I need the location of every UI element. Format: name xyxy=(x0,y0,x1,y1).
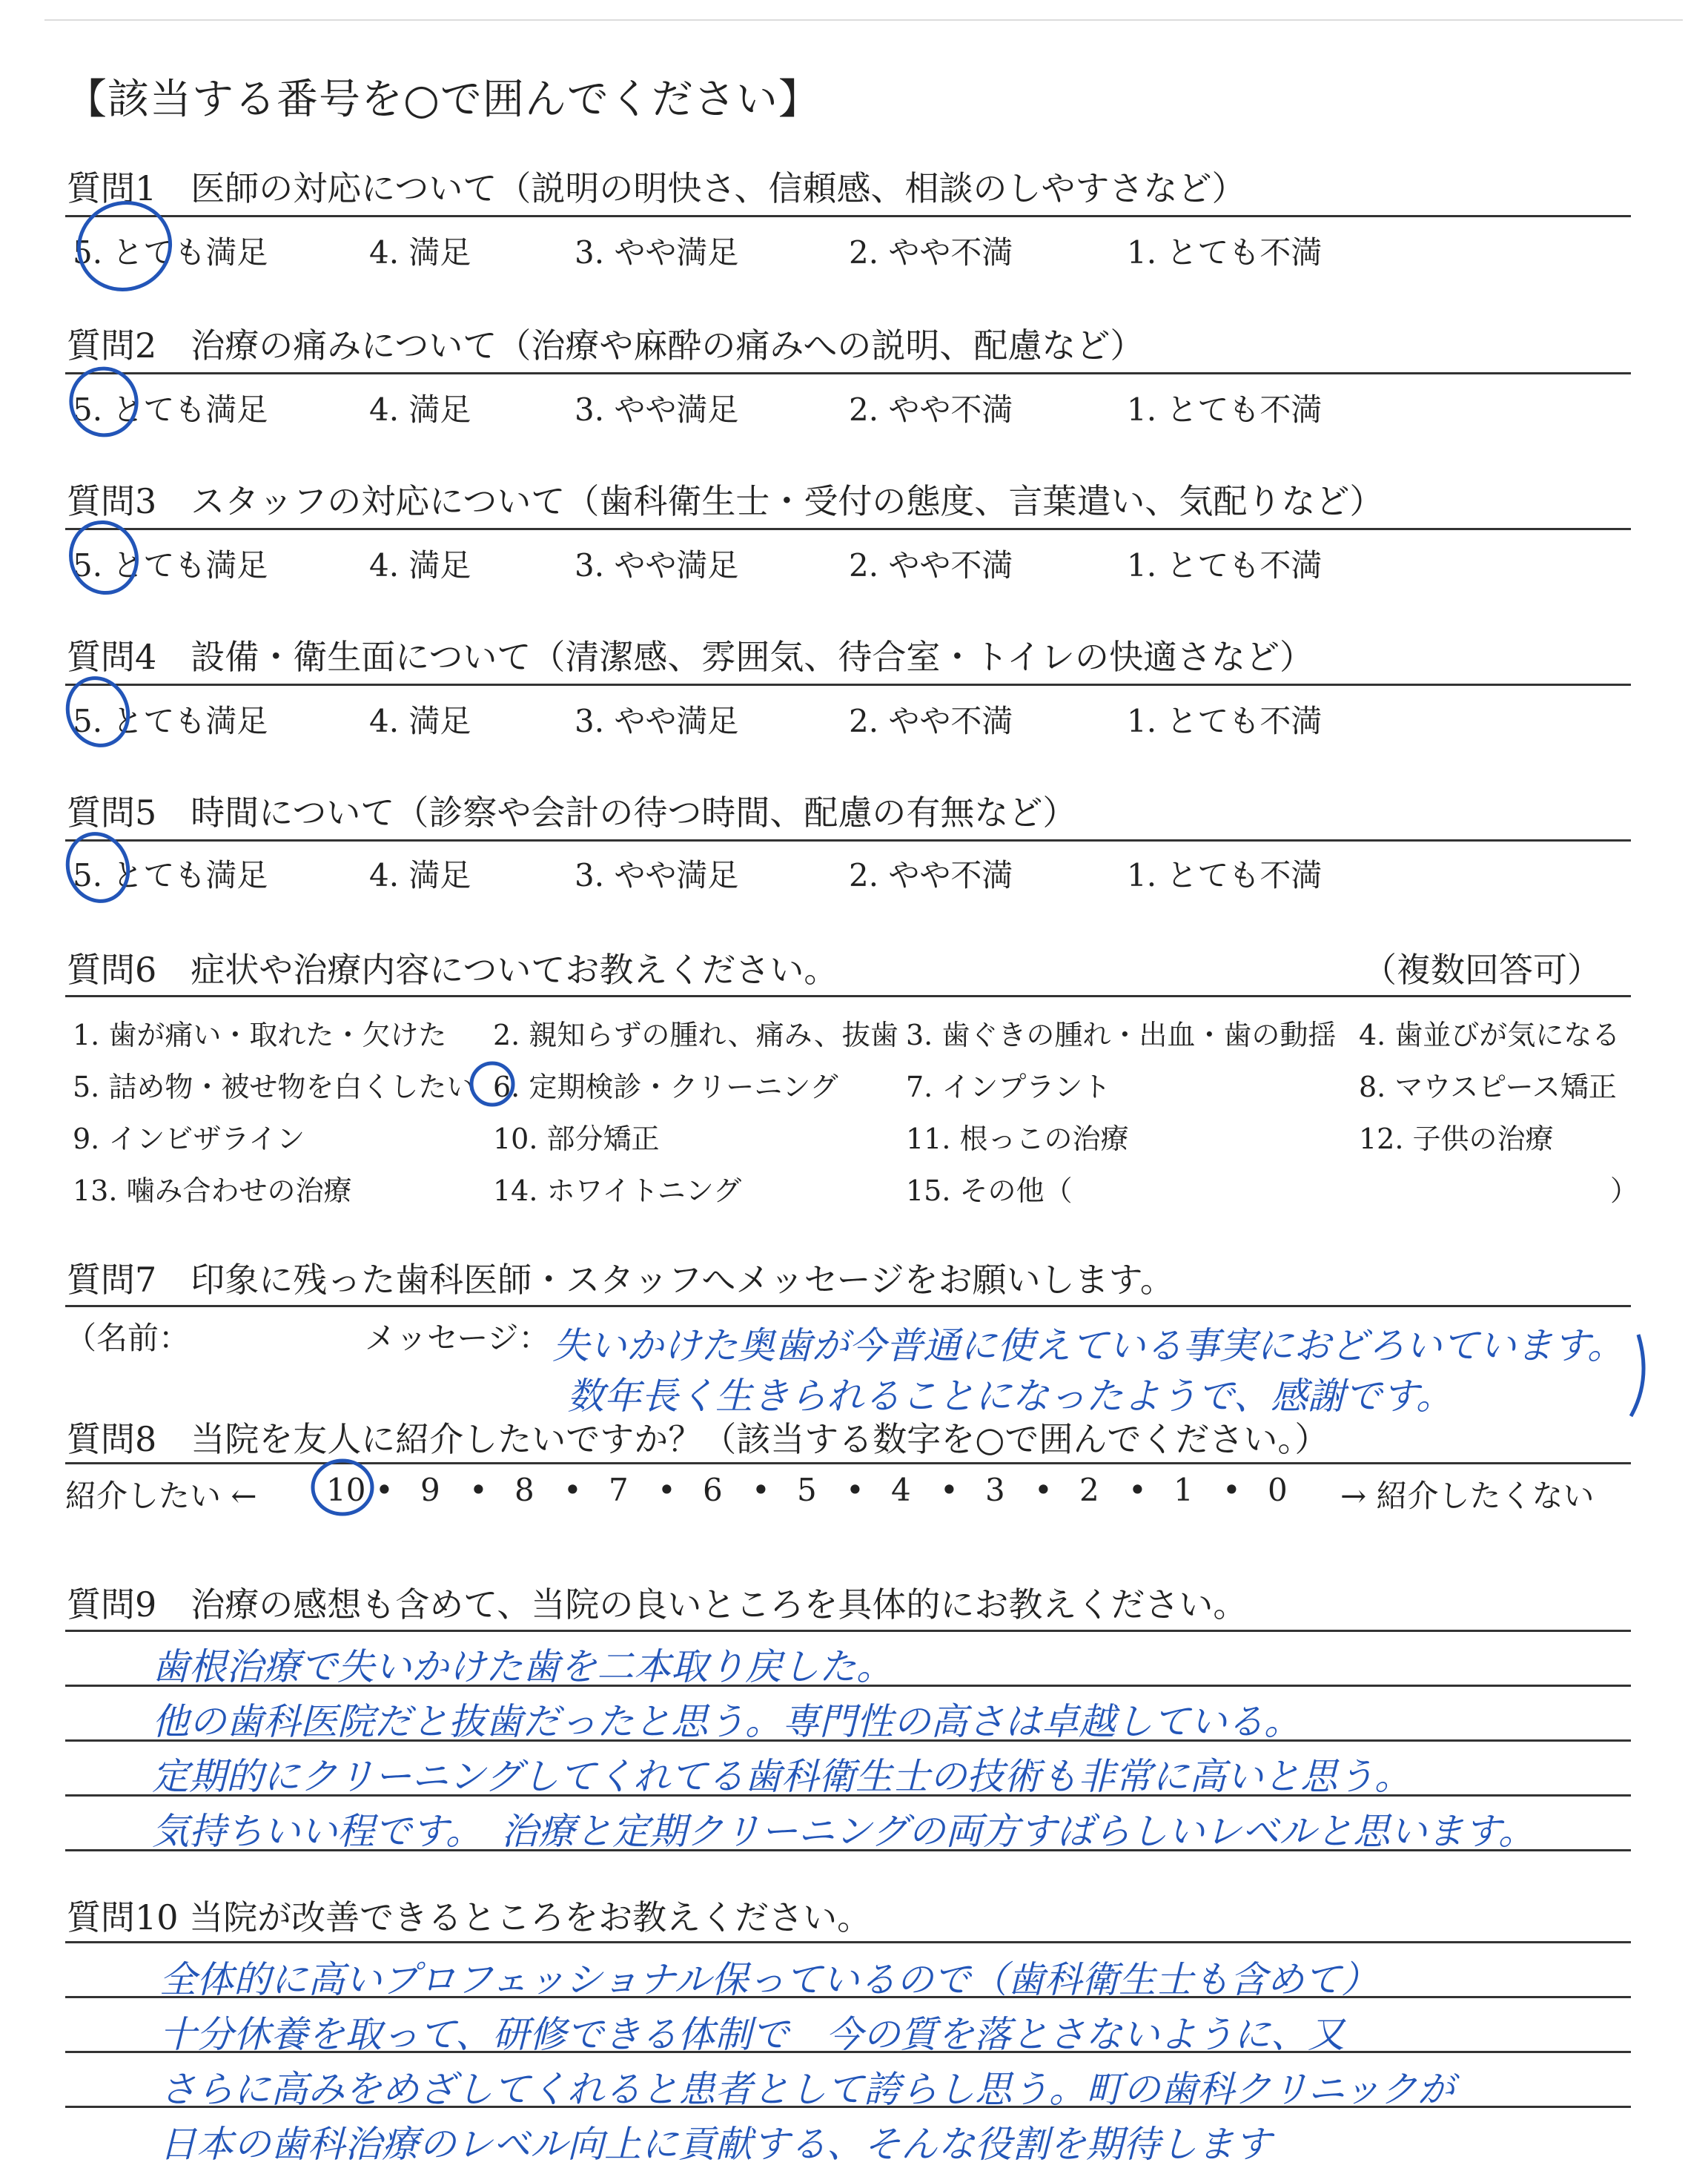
q5-option-1[interactable]: 1. とても不満 xyxy=(1127,857,1323,893)
q8-scale-2[interactable]: 2 xyxy=(1079,1472,1099,1508)
q9-line-2: 他の歯科医院だと抜歯だったと思う。専門性の高さは卓越している。 xyxy=(152,1700,1301,1743)
q6-title: 質問6 症状や治療内容についてお教えください。 xyxy=(67,950,838,990)
q1-selection-circle xyxy=(67,190,182,302)
q8-scale-separator: • xyxy=(846,1472,864,1508)
q6-item-6-circle xyxy=(471,1063,513,1105)
q2-selection-circle xyxy=(62,360,145,445)
q3-option-5[interactable]: 5. とても満足 xyxy=(73,547,268,584)
q4-title: 質問4 設備・衛生面について（清潔感、雰囲気、待合室・トイレの快適さなど） xyxy=(67,637,1314,677)
q8-scale-0[interactable]: 0 xyxy=(1268,1472,1288,1508)
q10-line-4: 日本の歯科治療のレベル向上に貢献する、そんな役割を期待します xyxy=(159,2123,1271,2166)
q8-scale-8[interactable]: 8 xyxy=(514,1472,534,1508)
q10-line-3: さらに高みをめざしてくれると患者として誇らし思う。町の歯科クリニックが xyxy=(159,2068,1454,2111)
q3-title: 質問3 スタッフの対応について（歯科衛生士・受付の態度、言葉遣い、気配りなど） xyxy=(67,481,1384,521)
q8-scale-separator: • xyxy=(563,1472,582,1508)
q4-option-1[interactable]: 1. とても不満 xyxy=(1127,703,1323,739)
q5-option-3[interactable]: 3. やや満足 xyxy=(575,857,739,893)
q10-title: 質問10 当院が改善できるところをお教えください。 xyxy=(67,1897,872,1937)
q2-option-5[interactable]: 5. とても満足 xyxy=(73,391,268,428)
q8-scale-5[interactable]: 5 xyxy=(797,1472,817,1508)
q5-option-4[interactable]: 4. 満足 xyxy=(369,857,471,893)
q2-option-2[interactable]: 2. やや不満 xyxy=(849,391,1013,428)
q4-option-4[interactable]: 4. 満足 xyxy=(369,703,471,739)
q6-item-4[interactable]: 4. 歯並びが気になる xyxy=(1359,1019,1621,1051)
q6-item-13[interactable]: 13. 噛み合わせの治療 xyxy=(73,1174,352,1207)
q8-scale-9[interactable]: 9 xyxy=(420,1472,440,1508)
q3-option-1[interactable]: 1. とても不満 xyxy=(1127,547,1323,584)
q7-message-stroke xyxy=(1631,1335,1644,1416)
q8-scale-separator: • xyxy=(1222,1472,1241,1508)
q4-option-2[interactable]: 2. やや不満 xyxy=(849,703,1013,739)
q4-selection-circle xyxy=(59,670,138,754)
q3-option-4[interactable]: 4. 満足 xyxy=(369,547,471,584)
q6-item-1[interactable]: 1. 歯が痛い・取れた・欠けた xyxy=(73,1019,447,1051)
q6-item-9[interactable]: 9. インビザライン xyxy=(73,1123,305,1155)
q5-option-5[interactable]: 5. とても満足 xyxy=(73,857,268,893)
q7-name-label: （名前： xyxy=(65,1320,191,1356)
q7-message-label: メッセージ： xyxy=(365,1320,550,1356)
q8-scale-separator: • xyxy=(658,1472,676,1508)
q5-title: 質問5 時間について（診察や会計の待つ時間、配慮の有無など） xyxy=(67,793,1077,833)
q8-scale-separator: • xyxy=(752,1472,770,1508)
q6-item-5[interactable]: 5. 詰め物・被せ物を白くしたい xyxy=(73,1071,475,1103)
q9-line-3: 定期的にクリーニングしてくれてる歯科衛生士の技術も非常に高いと思う。 xyxy=(152,1755,1411,1798)
q6-item-8[interactable]: 8. マウスピース矯正 xyxy=(1359,1071,1617,1103)
q5-option-2[interactable]: 2. やや不満 xyxy=(849,857,1013,893)
q10-line-1: 全体的に高いプロフェッショナル保っているので（歯科衛生士も含めて） xyxy=(159,1958,1378,2001)
q8-scale-separator: • xyxy=(469,1472,488,1508)
q6-item-2[interactable]: 2. 親知らずの腫れ、痛み、抜歯 xyxy=(493,1019,898,1051)
q3-option-3[interactable]: 3. やや満足 xyxy=(575,547,739,584)
q2-option-1[interactable]: 1. とても不満 xyxy=(1127,391,1323,428)
q2-title: 質問2 治療の痛みについて（治療や麻酔の痛みへの説明、配慮など） xyxy=(67,325,1145,366)
q6-item-12[interactable]: 12. 子供の治療 xyxy=(1359,1123,1554,1155)
q1-title: 質問1 医師の対応について（説明の明快さ、信頼感、相談のしやすさなど） xyxy=(67,168,1246,208)
q6-item-11[interactable]: 11. 根っこの治療 xyxy=(906,1123,1129,1155)
q8-left-label: 紹介したい ← xyxy=(65,1478,257,1514)
q6-item-15-close: ） xyxy=(1610,1174,1639,1207)
q8-scale-separator: • xyxy=(940,1472,959,1508)
q8-scale-separator: • xyxy=(375,1472,394,1508)
q2-option-4[interactable]: 4. 満足 xyxy=(369,391,471,428)
q6-item-10[interactable]: 10. 部分矯正 xyxy=(493,1123,660,1155)
q6-item-6[interactable]: 6. 定期検診・クリーニング xyxy=(493,1071,838,1103)
q6-item-3[interactable]: 3. 歯ぐきの腫れ・出血・歯の動揺 xyxy=(906,1019,1337,1051)
q8-scale-3[interactable]: 3 xyxy=(985,1472,1005,1508)
q1-option-1[interactable]: 1. とても不満 xyxy=(1127,234,1323,271)
q2-option-3[interactable]: 3. やや満足 xyxy=(575,391,739,428)
q7-title: 質問7 印象に残った歯科医師・スタッフへメッセージをお願いします。 xyxy=(67,1260,1174,1300)
q8-scale-4[interactable]: 4 xyxy=(891,1472,911,1508)
q8-scale-7[interactable]: 7 xyxy=(609,1472,629,1508)
q8-scale-separator: • xyxy=(1034,1472,1053,1508)
q5-selection-circle xyxy=(59,825,138,910)
q7-message-line-2: 数年長く生きられることになったようで、感謝です。 xyxy=(567,1375,1453,1418)
q10-line-2: 十分休養を取って、研修できる体制で 今の質を落とさないように、又 xyxy=(159,2013,1345,2056)
q1-option-5[interactable]: 5. とても満足 xyxy=(73,234,268,271)
q8-scale-6[interactable]: 6 xyxy=(703,1472,723,1508)
q9-line-4: 気持ちいい程です。 治療と定期クリーニングの両方すばらしいレベルと思います。 xyxy=(152,1810,1535,1853)
q3-selection-circle xyxy=(61,513,147,602)
q6-item-7[interactable]: 7. インプラント xyxy=(906,1071,1111,1103)
q4-option-5[interactable]: 5. とても満足 xyxy=(73,703,268,739)
q8-title: 質問8 当院を友人に紹介したいですか？（該当する数字を○で囲んでください。） xyxy=(67,1419,1329,1459)
q9-title: 質問9 治療の感想も含めて、当院の良いところを具体的にお教えください。 xyxy=(67,1584,1248,1625)
q8-scale-separator: • xyxy=(1128,1472,1147,1508)
q9-line-1: 歯根治療で失いかけた歯を二本取り戻した。 xyxy=(152,1645,893,1688)
q8-right-label: → 紹介したくない xyxy=(1340,1478,1595,1514)
q1-option-2[interactable]: 2. やや不満 xyxy=(849,234,1013,271)
q1-option-3[interactable]: 3. やや満足 xyxy=(575,234,739,271)
q8-scale-1[interactable]: 1 xyxy=(1174,1472,1194,1508)
page-title: 【該当する番号を○で囲んでください】 xyxy=(65,76,821,124)
q7-message-line-1: 失いかけた奥歯が今普通に使えている事実におどろいています。 xyxy=(552,1324,1624,1367)
q8-scale-10[interactable]: 10 xyxy=(326,1472,366,1508)
q4-option-3[interactable]: 3. やや満足 xyxy=(575,703,739,739)
q6-item-14[interactable]: 14. ホワイトニング xyxy=(493,1174,742,1207)
q3-option-2[interactable]: 2. やや不満 xyxy=(849,547,1013,584)
q6-item-15[interactable]: 15. その他（ xyxy=(906,1174,1073,1207)
q1-option-4[interactable]: 4. 満足 xyxy=(369,234,471,271)
q6-note: （複数回答可） xyxy=(1363,950,1601,990)
q8-selection-circle xyxy=(313,1461,372,1514)
